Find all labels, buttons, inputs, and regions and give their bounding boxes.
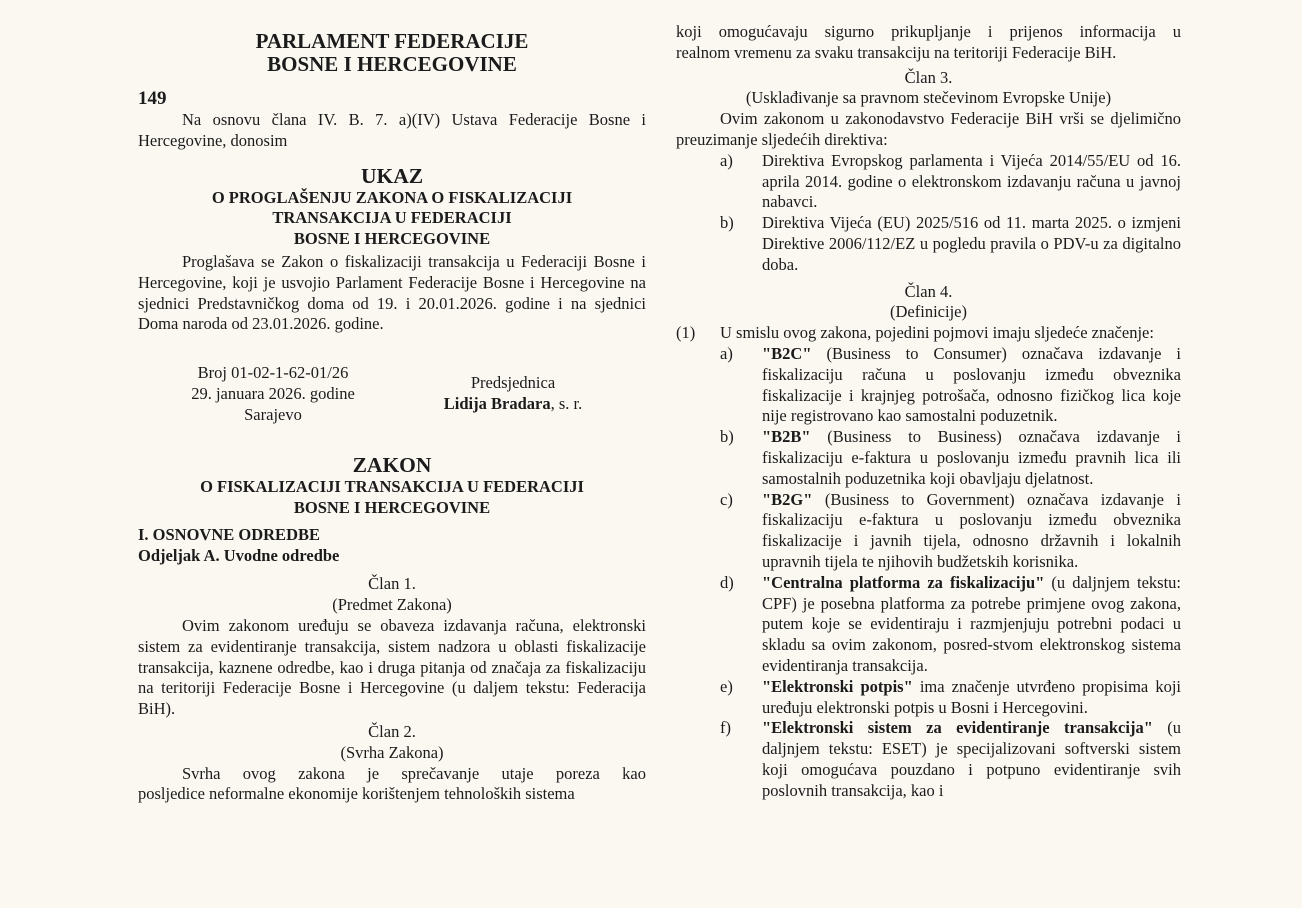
signature-block	[138, 363, 646, 427]
item-text	[762, 344, 1181, 427]
article-3-title: Član 3.	[904, 67, 953, 87]
article-1-subtitle: (Predmet Zakona)	[332, 595, 452, 615]
ukaz-title: UKAZ	[360, 163, 424, 188]
definition-item-e	[676, 677, 1181, 719]
definition-term: "Elektronski potpis"	[762, 676, 913, 696]
article-2-title: Član 2.	[368, 721, 416, 741]
parliament-title-line1: PARLAMENT FEDERACIJE	[255, 29, 529, 53]
zakon-title: ZAKON	[352, 453, 432, 478]
article-3-text: Ovim zakonom u zakonodavstvo Federacije BiH vrši se djelimično preuzimanje sljedećih direktiva:	[676, 109, 1181, 149]
definition-body: (Business to Consumer) označava izdavanje i fiskalizaciju računa u poslovanju između obveznika fiskalizacije i krajnjeg potrošača, odnosno fizičkog lica koje nije registrovano kao samostalni poduzetnik.	[762, 343, 1181, 426]
definition-term: "B2B"	[762, 427, 811, 447]
section-heading: I. OSNOVNE ODREDBE	[138, 524, 320, 544]
article-2-subtitle: (Svrha Zakona)	[340, 742, 444, 762]
item-text: Direktiva Evropskog parlamenta i Vijeća 2014/55/EU od 16. aprila 2014. godine o elektronskom izdavanju računa u javnoj nabavci.	[762, 150, 1181, 212]
definition-term: "B2C"	[762, 343, 812, 363]
article-2-text-line2: posljedice neformalne ekonomije korištenjem tehnoloških sistema	[138, 784, 575, 804]
parliament-title-line2: BOSNE I HERCEGOVINE	[267, 52, 517, 76]
item-label: a)	[720, 343, 733, 363]
article-3-item-b	[676, 213, 1181, 275]
decree-place: Sarajevo	[244, 404, 302, 424]
definition-term: "Centralna platforma za fiskalizaciju"	[762, 572, 1045, 592]
continued-text-line1: koji omogućavaju sigurno prikupljanje i prijenos informacija u	[676, 22, 1181, 41]
definition-item-a	[676, 344, 1181, 427]
signatory-role: Predsjednica	[470, 373, 556, 393]
left-column	[138, 0, 646, 805]
item-label: f)	[720, 718, 731, 738]
item-label: d)	[720, 572, 734, 592]
zakon-subtitle-line1: O FISKALIZACIJI TRANSAKCIJA U FEDERACIJI	[200, 477, 584, 497]
item-text	[762, 427, 1181, 489]
item-text	[762, 677, 1181, 719]
definition-body: ima značenje utvrđeno propisima koji uređuju elektronski potpis u Bosni i Hercegovini.	[762, 676, 1181, 717]
signatory-suffix: , s. r.	[550, 393, 583, 413]
signatory-name: Lidija Bradara	[443, 393, 551, 413]
article-4-title: Član 4.	[904, 281, 953, 301]
zakon-subtitle-line2: BOSNE I HERCEGOVINE	[293, 497, 491, 517]
definition-body: (u daljnjem tekstu: CPF) je posebna platforma za potrebe primjene ovog zakona, putem koje se evidentiraju i razmjenjuju potrebni podaci u skladu sa ovim zakonom, posred-stvom elektronskog sistema evidentiranja transakcija.	[762, 572, 1181, 675]
paragraph-text: U smislu ovog zakona, pojedini pojmovi imaju sljedeće značenje:	[720, 323, 1154, 343]
definition-body: (Business to Business) označava izdavanje i fiskalizaciju e-faktura u poslovanju između pravnih lica ili samostalnih poduzetnika koji obavljaju djelatnost.	[762, 427, 1181, 488]
definition-body: (Business to Government) označava izdavanje i fiskalizaciju e-faktura u poslovanju između obveznika fiskalizacije i javnih tijela, odnosno državnih i lokalnih upravnih tijela te njihovih budžetskih korisnika.	[762, 489, 1181, 571]
definition-item-d	[676, 573, 1181, 677]
definition-item-f	[676, 718, 1181, 801]
basis-text: Na osnovu člana IV. B. 7. a)(IV) Ustava Federacije Bosne i Hercegovine, donosim	[138, 110, 646, 150]
item-label: b)	[720, 427, 734, 447]
continued-text-line2: realnom vremenu za svaku transakciju na teritoriji Federacije BiH.	[676, 42, 1117, 62]
ukaz-subtitle-line3: BOSNE I HERCEGOVINE	[293, 229, 491, 249]
subsection-heading: Odjeljak A. Uvodne odredbe	[138, 545, 340, 565]
article-2-text-line1: Svrha ovog zakona je sprečavanje utaje poreza kao	[182, 763, 646, 783]
item-label: e)	[720, 676, 733, 696]
article-4-paragraph-1	[676, 323, 1181, 344]
decree-number: Broj 01-02-1-62-01/26	[197, 363, 349, 383]
definition-term: "B2G"	[762, 489, 813, 509]
definition-item-b	[676, 427, 1181, 489]
article-3-item-a	[676, 151, 1181, 213]
item-text	[762, 490, 1181, 573]
item-text	[762, 718, 1181, 801]
ukaz-subtitle-line1: O PROGLAŠENJU ZAKONA O FISKALIZACIJI	[211, 187, 573, 207]
right-column	[676, 0, 1181, 801]
signature-meta	[138, 363, 408, 425]
proclamation-text: Proglašava se Zakon o fiskalizaciji transakcija u Federaciji Bosne i Hercegovine, koji je usvojio Parlament Federacije Bosne i Hercegovine na sjednici Predstavničkog doma od 19. i 20.01.2026. godine i na sjednici Doma naroda od 23.01.2026. godine.	[138, 251, 646, 334]
article-4-subtitle: (Definicije)	[890, 302, 967, 322]
definition-body: (u daljnjem tekstu: ESET) je specijalizovani softverski sistem koji omogućava pouzdano i potpuno evidentiranje svih poslovnih transakcija, kao i	[762, 718, 1182, 800]
article-1-text: Ovim zakonom uređuju se obaveza izdavanja računa, elektronski sistem za evidentiranje transakcija, sistem nadzora u oblasti fiskalizacije transakcija, kaznene odredbe, kao i druga pitanja od značaja za fiskalizaciju na teritoriji Federacije Bosne i Hercegovine (u daljem tekstu: Federacija BiH).	[138, 615, 646, 719]
definition-item-c	[676, 490, 1181, 573]
signatory	[428, 373, 598, 415]
decree-date: 29. januara 2026. godine	[191, 383, 355, 403]
paragraph-label: (1)	[676, 323, 696, 343]
ukaz-subtitle-line2: TRANSAKCIJA U FEDERACIJI	[272, 208, 512, 228]
item-label: c)	[720, 489, 733, 509]
article-3-subtitle: (Usklađivanje sa pravnom stečevinom Evropske Unije)	[745, 88, 1112, 108]
item-label: b)	[720, 213, 734, 233]
signatory-line	[428, 394, 598, 415]
definition-term: "Elektronski sistem za evidentiranje transakcija"	[762, 718, 1153, 738]
item-label: a)	[720, 150, 733, 170]
item-text: Direktiva Vijeća (EU) 2025/516 od 11. marta 2025. o izmjeni Direktive 2006/112/EZ u pogledu pravila o PDV-u za digitalno doba.	[762, 213, 1181, 274]
item-text	[762, 573, 1181, 677]
document-number: 149	[138, 88, 167, 109]
article-1-title: Član 1.	[368, 574, 416, 594]
